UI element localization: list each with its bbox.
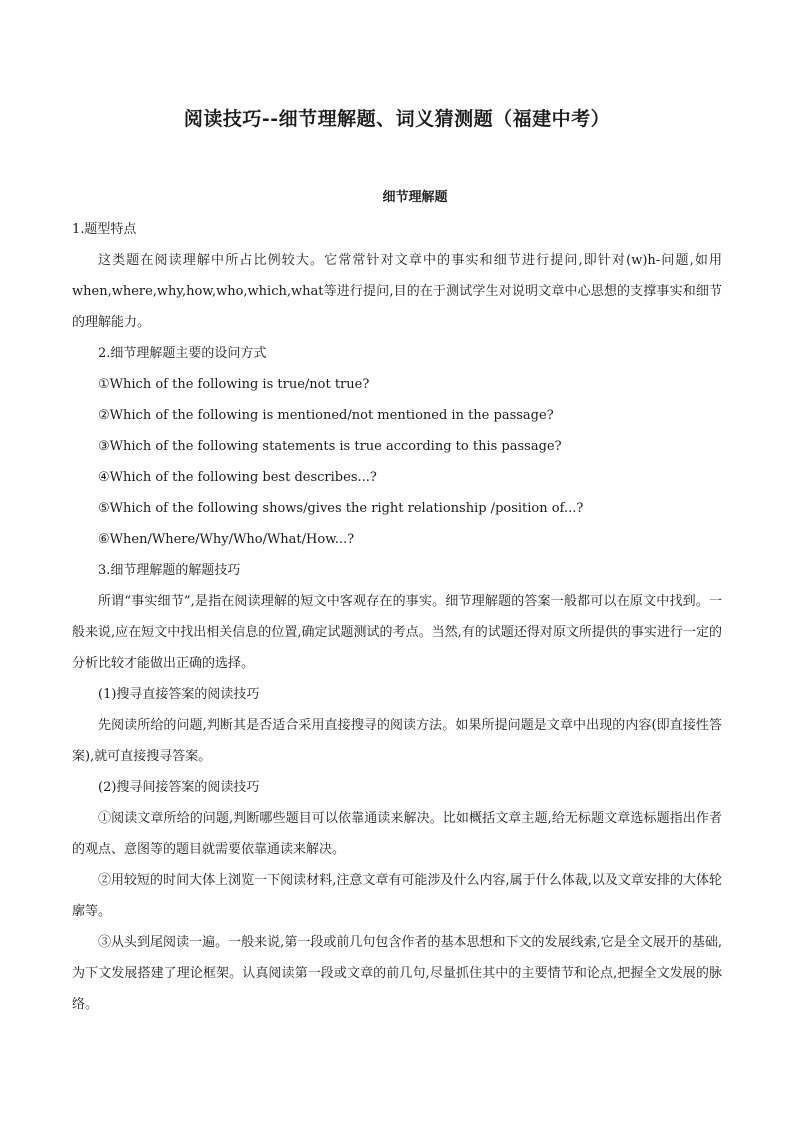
paragraph: ①阅读文章所给的问题,判断哪些题目可以依靠通读来解决。比如概括文章主题,给无标题文章选标题指出作者的观点、意图等的题目就需要依靠通读来解决。 — [72, 811, 722, 857]
paragraph: 3.细节理解题的解题技巧 — [98, 563, 241, 578]
section-heading: 细节理解题 — [382, 190, 448, 205]
paragraph: 所谓“事实细节”,是指在阅读理解的短文中客观存在的事实。细节理解题的答案一般都可以在原文中找到。一般来说,应在短文中找出相关信息的位置,确定试题测试的考点。当然,有的试题还得对原文所提供的事实进行一定的分析比较才能做出正确的选择。 — [72, 594, 722, 671]
paragraph: 1.题型特点 — [72, 222, 137, 237]
document-body — [72, 214, 722, 1020]
paragraph: ①Which of the following is true/not true? — [98, 377, 370, 392]
paragraph: 这类题在阅读理解中所占比例较大。它常常针对文章中的事实和细节进行提问,即针对(w)h-问题,如用when,where,why,how,who,which,what等进行提问,目的在于测试学生对说明文章中心思想的支撑事实和细节的理解能力。 — [72, 253, 722, 330]
paragraph: ⑥When/Where/Why/Who/What/How...? — [98, 532, 355, 547]
paragraph: ⑤Which of the following shows/gives the right relationship /position of...? — [98, 501, 584, 516]
paragraph: ③从头到尾阅读一遍。一般来说,第一段或前几句包含作者的基本思想和下文的发展线索,它是全文展开的基础,为下文发展搭建了理论框架。认真阅读第一段或文章的前几句,尽量抓住其中的主要情节和论点,把握全文发展的脉络。 — [72, 935, 722, 1012]
paragraph: (2)搜寻间接答案的阅读技巧 — [98, 780, 260, 795]
paragraph: ④Which of the following best describes...? — [98, 470, 377, 485]
paragraph: ②用较短的时间大体上浏览一下阅读材料,注意文章有可能涉及什么内容,属于什么体裁,以及文章安排的大体轮廓等。 — [72, 873, 722, 919]
page-title: 阅读技巧--细节理解题、词义猜测题（福建中考） — [183, 108, 611, 130]
paragraph: 2.细节理解题主要的设问方式 — [98, 346, 267, 361]
paragraph: ③Which of the following statements is true according to this passage? — [98, 439, 562, 454]
paragraph: ②Which of the following is mentioned/not mentioned in the passage? — [98, 408, 554, 423]
paragraph: 先阅读所给的问题,判断其是否适合采用直接搜寻的阅读方法。如果所提问题是文章中出现的内容(即直接性答案),就可直接搜寻答案。 — [72, 718, 722, 764]
paragraph: (1)搜寻直接答案的阅读技巧 — [98, 687, 260, 702]
